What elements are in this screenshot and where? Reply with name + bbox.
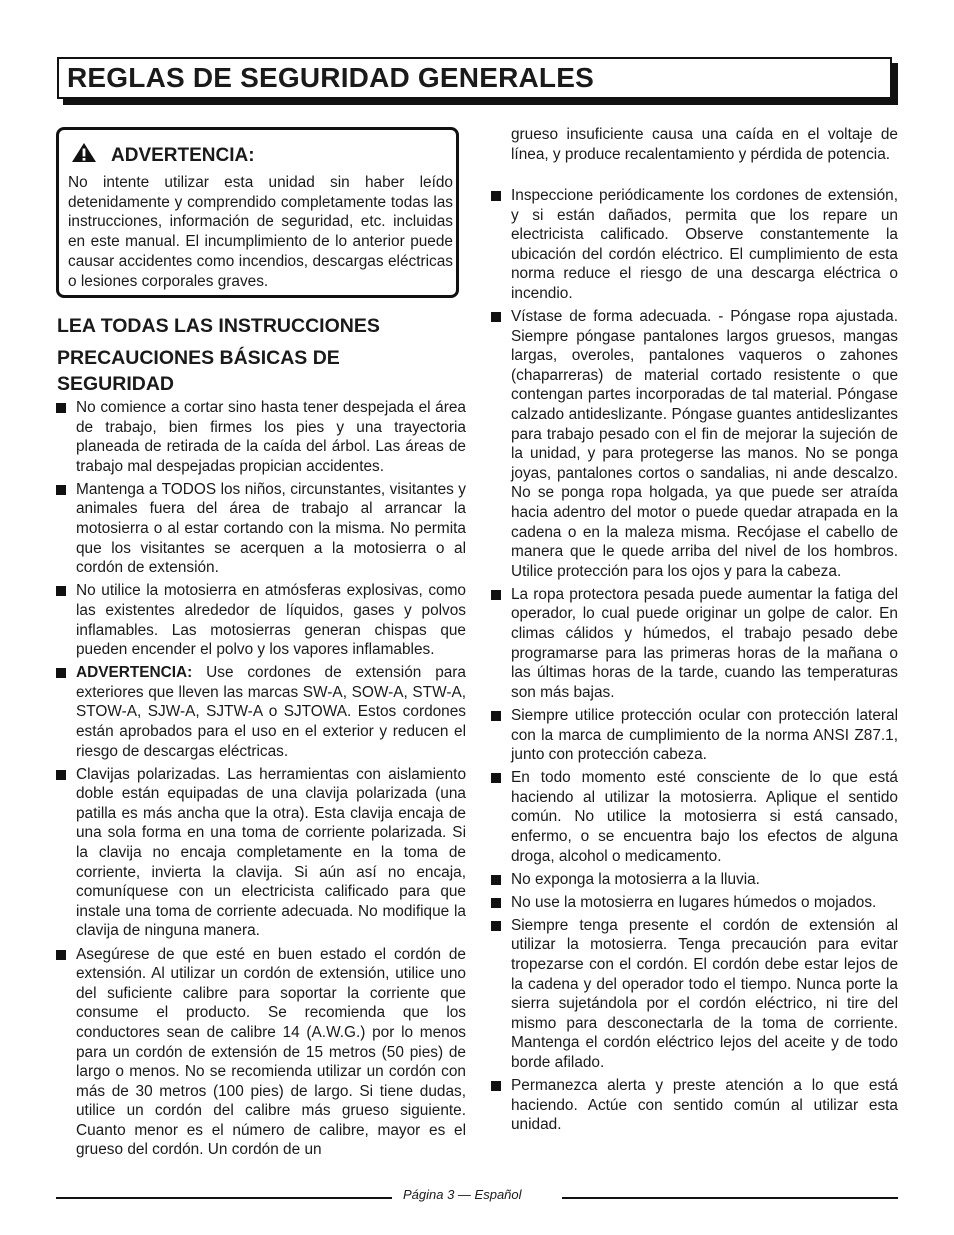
- list-item: [491, 1076, 898, 1135]
- list-item: [491, 307, 898, 581]
- list-item-text: En todo momento esté consciente de lo que está haciendo al utilizar la motosierra. Aplique el sentido común. No utilice la motosierra si está cansado, enfermo, o se encuentra bajo los efectos de alguna droga, alcohol o medicamento.: [511, 769, 898, 865]
- warning-triangle-icon: [71, 142, 97, 163]
- list-item-text: No comience a cortar sino hasta tener despejada el área de trabajo, bien firmes los pies y una trayectoria planeada de retirada de la caída del árbol. Las áreas de trabajo mal despejadas propician accidentes.: [76, 399, 466, 475]
- list-item-text: Vístase de forma adecuada. - Póngase ropa ajustada. Siempre póngase pantalones largos gruesos, mangas largas, overoles, pantalones vaqueros o zahones (chaparreras) de material cortado resistente o que contengan partes incorporadas de tal material. Póngase calzado antideslizante. Póngase guantes antideslizantes para trabajo pesado con el fin de mejorar la sujeción de la unidad, y para protegerse las manos. No se ponga joyas, pantalones cortos o sandalias, ni ande descalzo. No se ponga ropa holgada, ya que puede ser atraída hacia adentro del motor o puede quedar atrapada en la cadena o en la maleza misma. Recójase el cabello de manera que le quede arriba del nivel de los hombros. Utilice protección para los ojos y para la cabeza.: [511, 308, 898, 580]
- list-item: [56, 581, 466, 659]
- list-item: [56, 663, 466, 761]
- page-title: REGLAS DE SEGURIDAD GENERALES: [67, 62, 594, 93]
- bullet-square-icon: [56, 485, 66, 495]
- list-item-text: Clavijas polarizadas. Las herramientas con aislamiento doble están equipadas de una clavija polarizada (una patilla es más ancha que la otra). Esta clavija encaja de una sola forma en una toma de corriente polarizada. Si la clavija no encaja completamente en la toma de corriente, invierta la clavija. Si aún así no encaja, comuníquese con un electricista calificado para que instale una toma de corriente adecuada. No modifique la clavija de ninguna manera.: [76, 765, 466, 940]
- bullet-square-icon: [491, 898, 501, 908]
- list-item: [56, 765, 466, 941]
- list-item: [491, 893, 898, 913]
- page-title-box: [57, 57, 892, 99]
- list-item: [491, 585, 898, 703]
- list-item-text: No use la motosierra en lugares húmedos o mojados.: [511, 893, 877, 911]
- warning-title-text: ADVERTENCIA:: [111, 145, 255, 166]
- bullet-square-icon: [56, 770, 66, 780]
- list-item-text: Use cordones de extensión para exteriores que lleven las marcas SW-A, SOW-A, STW-A, STOW-A, SJW-A, SJTW-A o SJTOWA. Estos cordones están aprobados para el uso en el exterior y reducen el riesgo de descargas eléctricas.: [76, 664, 466, 760]
- right-bullet-list: [491, 186, 898, 1138]
- bullet-square-icon: [491, 1081, 501, 1091]
- list-item-text: Inspeccione periódicamente los cordones de extensión, y si están dañados, permita que los repare un electricista calificado. Observe constantemente la ubicación del cordón eléctrico. El cumplimiento de esta norma reduce el riesgo de una descarga eléctrica o incendio.: [511, 187, 898, 302]
- heading-read-all: LEA TODAS LAS INSTRUCCIONES: [57, 315, 380, 337]
- list-item: [56, 480, 466, 578]
- bullet-square-icon: [491, 590, 501, 600]
- list-item: [491, 870, 898, 890]
- list-item: [491, 916, 898, 1073]
- heading-precautions-line1: PRECAUCIONES BÁSICAS DE: [57, 347, 340, 369]
- warning-box: [56, 127, 459, 298]
- list-item-text: Permanezca alerta y preste atención a lo que está haciendo. Actúe con sentido común al utilizar esta unidad.: [511, 1077, 898, 1134]
- list-item: [56, 945, 466, 1161]
- bullet-square-icon: [491, 875, 501, 885]
- list-item: [56, 398, 466, 476]
- list-item: [491, 706, 898, 765]
- footer-rule-left: [56, 1197, 392, 1199]
- bullet-square-icon: [491, 191, 501, 201]
- list-item-text: No exponga la motosierra a la lluvia.: [511, 870, 760, 888]
- list-item-text: No utilice la motosierra en atmósferas explosivas, como las existentes alrededor de líquidos, gases y polvos inflamables. Las motosierras generan chispas que pueden encender el polvo y los vapores inflamables.: [76, 582, 466, 659]
- list-item-text: Siempre tenga presente el cordón de extensión al utilizar la motosierra. Tenga precaución para evitar tropezarse con el cordón. El cordón debe estar lejos de la cadena y del operador todo el tiempo. Nunca porte la sierra sujetándola por el cordón eléctrico, ni tire del mismo para desconectarla de la toma de corriente. Mantenga el cordón eléctrico lejos del aceite y de todo borde afilado.: [511, 916, 898, 1072]
- heading-precautions-line2: SEGURIDAD: [57, 373, 175, 395]
- bullet-square-icon: [491, 773, 501, 783]
- list-item-lead: ADVERTENCIA:: [76, 664, 193, 682]
- bullet-square-icon: [491, 711, 501, 721]
- footer-rule-right: [562, 1197, 898, 1199]
- page-number: Página 3 — Español: [403, 1187, 522, 1202]
- list-item-text: Asegúrese de que esté en buen estado el cordón de extensión. Al utilizar un cordón de extensión, utilice uno del suficiente calibre para soportar la corriente que consume el producto. Se recomienda que los conductores sean de calibre 14 (A.W.G.) por lo menos para un cordón de extensión de 15 metros (50 pies) de largo o menos. No se recomienda utilizar un cordón con más de 30 metros (100 pies) de largo. Si tiene dudas, utilice un cordón del calibre más grueso siguiente. Cuanto menor es el número de calibre, mayor es el grueso del cordón. Un cordón de un: [76, 945, 466, 1159]
- left-bullet-list: [56, 398, 466, 1164]
- list-item: [491, 768, 898, 866]
- list-item-text: Siempre utilice protección ocular con protección lateral con la marca de cumplimiento de la norma ANSI Z87.1, junto con protección cabeza.: [511, 706, 898, 764]
- bullet-square-icon: [56, 950, 66, 960]
- bullet-square-icon: [56, 586, 66, 596]
- list-item-text: Mantenga a TODOS los niños, circunstantes, visitantes y animales fuera del área de trabajo al arrancar la motosierra o al estar cortando con la misma. No permita que los visitantes se acerquen a la motosierra o al cordón de extensión.: [76, 480, 466, 577]
- bullet-square-icon: [56, 668, 66, 678]
- list-item: [491, 186, 898, 304]
- continuation-text: grueso insuficiente causa una caída en el voltaje de línea, y produce recalentamiento y pérdida de potencia.: [511, 126, 898, 163]
- list-item-text: La ropa protectora pesada puede aumentar la fatiga del operador, lo cual puede originar un golpe de calor. En climas cálidos y húmedos, el trabajo pesado debe programarse para las primeras horas de la mañana o las últimas horas de la tarde, cuando las temperaturas son más bajas.: [511, 585, 898, 701]
- warning-body: No intente utilizar esta unidad sin haber leído detenidamente y comprendido completamente todas las instrucciones, información de seguridad, etc. incluidas en este manual. El incumplimiento de lo anterior puede causar accidentes como incendios, descargas eléctricas o lesiones corporales graves.: [68, 174, 453, 290]
- bullet-square-icon: [491, 312, 501, 322]
- warning-title: [71, 142, 255, 167]
- bullet-square-icon: [491, 921, 501, 931]
- bullet-square-icon: [56, 403, 66, 413]
